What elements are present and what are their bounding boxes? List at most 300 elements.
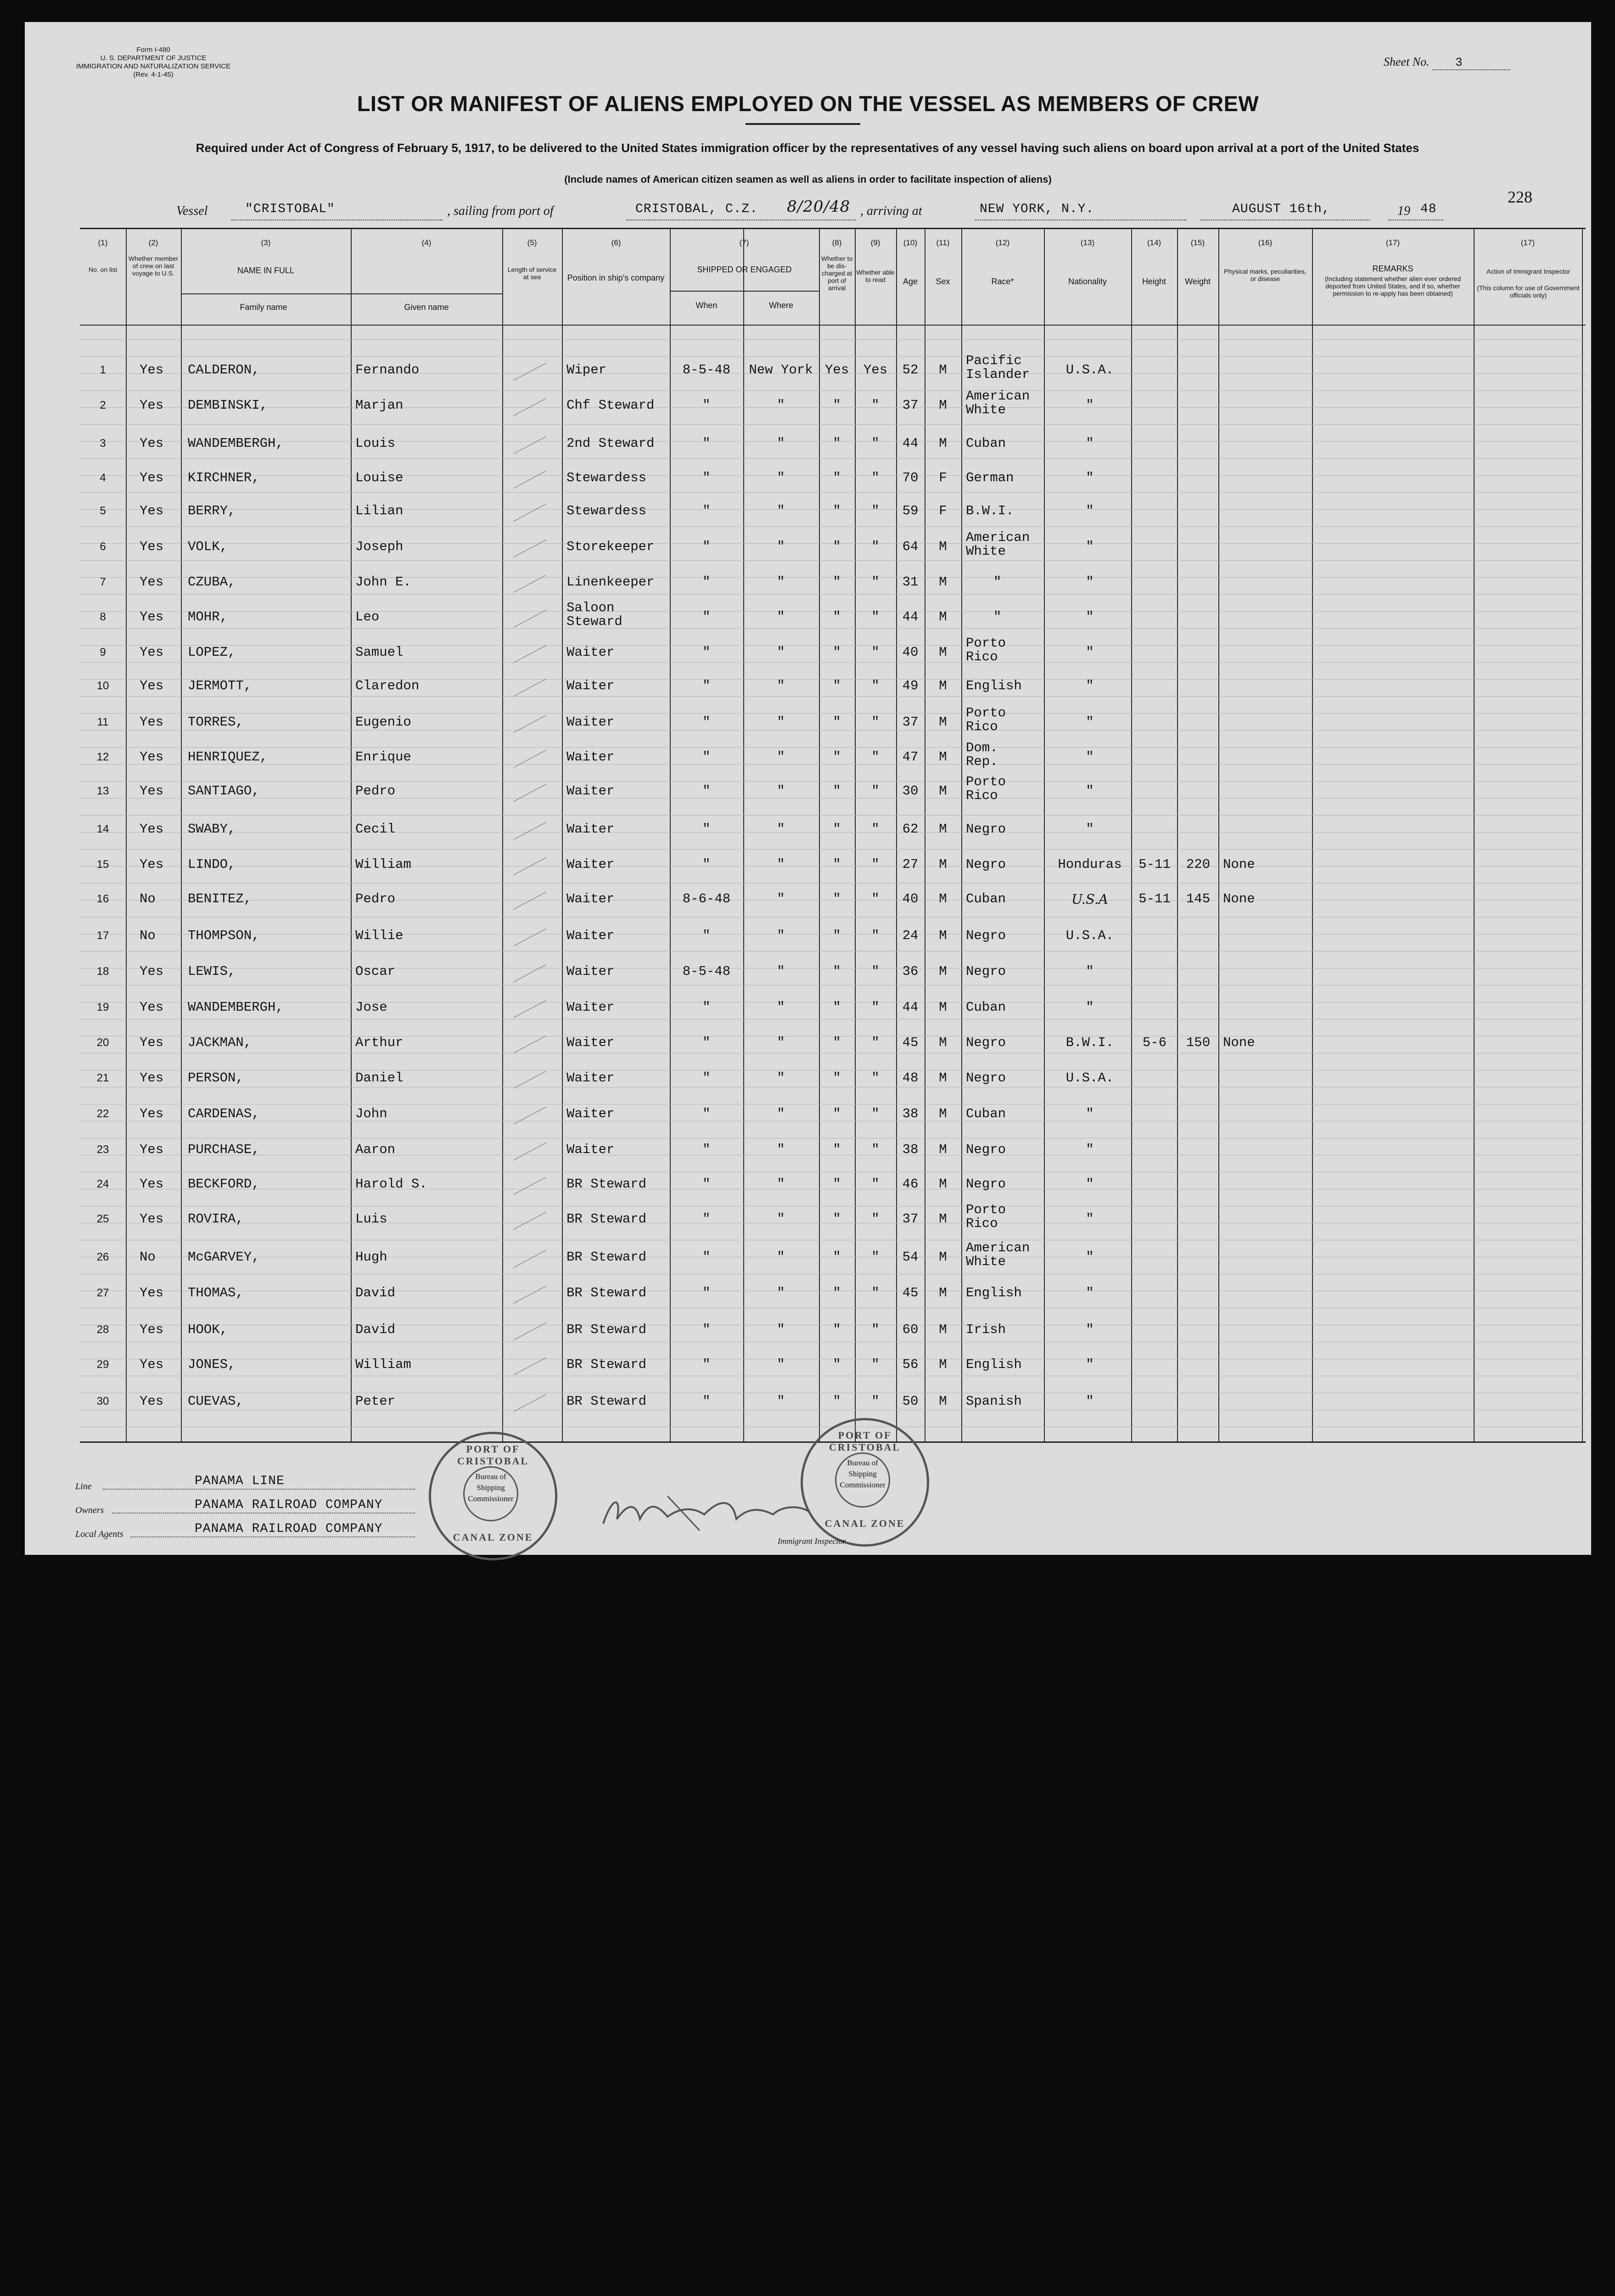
shipped-when-cell: " — [702, 857, 711, 872]
able-to-read-cell: " — [871, 436, 880, 451]
discharged-cell: " — [833, 609, 841, 625]
discharged-cell: " — [833, 1000, 841, 1015]
column-number: (14) — [1147, 238, 1161, 247]
family-name-cell: BECKFORD, — [188, 1176, 260, 1192]
nationality-cell: " — [1086, 1249, 1094, 1265]
sex-cell: M — [939, 436, 947, 451]
nationality-cell: " — [1086, 503, 1094, 518]
shipped-when-cell: 8-5-48 — [682, 362, 731, 377]
family-name-cell: THOMAS, — [188, 1285, 244, 1300]
row-number: 24 — [96, 1178, 109, 1190]
member-of-crew-cell: No — [140, 928, 156, 943]
member-of-crew-cell: Yes — [140, 1322, 164, 1337]
nationality-cell: " — [1086, 645, 1094, 660]
nationality-cell: " — [1086, 964, 1094, 979]
able-to-read-cell: " — [871, 928, 880, 943]
race-cell: Cuban — [966, 891, 1006, 906]
row-number: 3 — [100, 437, 106, 450]
height-cell: 5-11 — [1138, 857, 1171, 872]
family-name-cell: BERRY, — [188, 503, 236, 518]
discharged-cell: " — [833, 503, 841, 518]
header-remarks-detail: (Including statement whether alien ever ordered deported from United States, and if so, whether permission to re-apply has been obtained) — [1324, 275, 1461, 297]
ruled-line — [80, 883, 1586, 884]
column-number: (1) — [98, 238, 108, 247]
length-of-service-mark — [513, 540, 546, 557]
able-to-read-cell: " — [871, 783, 880, 799]
discharged-cell: " — [833, 1070, 841, 1086]
row-number: 13 — [96, 785, 109, 797]
discharged-cell: Yes — [824, 362, 849, 377]
header-nationality: Nationality — [1068, 277, 1107, 286]
position-cell: Waiter — [566, 928, 615, 943]
position-cell: Waiter — [566, 1106, 615, 1121]
sex-cell: M — [939, 574, 947, 590]
shipped-where-cell: " — [777, 749, 785, 765]
header-discharged: Whether to be dis-charged at port of arrival — [821, 255, 853, 292]
family-name-cell: BENITEZ, — [188, 891, 252, 906]
header-divider — [80, 325, 1586, 326]
stamp-zone-text: CANAL ZONE — [453, 1531, 533, 1543]
given-name-cell: Claredon — [355, 678, 420, 693]
length-of-service-mark — [513, 1250, 546, 1267]
position-cell: BR Steward — [566, 1211, 647, 1227]
sex-cell: M — [939, 645, 947, 660]
given-name-cell: William — [355, 1357, 411, 1372]
race-cell: Porto Rico — [966, 774, 1006, 803]
sex-cell: M — [939, 964, 947, 979]
row-number: 6 — [100, 540, 106, 553]
discharged-cell: " — [833, 539, 841, 554]
position-cell: Waiter — [566, 1142, 615, 1157]
given-name-cell: David — [355, 1322, 396, 1337]
column-number: (17) — [1385, 238, 1400, 247]
family-name-cell: LINDO, — [188, 857, 236, 872]
port-to: NEW YORK, N.Y. — [980, 202, 1094, 216]
header-position: Position in ship's company — [567, 273, 665, 282]
weight-cell: 145 — [1186, 891, 1211, 906]
ruled-line — [80, 815, 1586, 816]
nationality-cell: " — [1086, 1394, 1094, 1409]
height-cell: 5-11 — [1138, 891, 1171, 906]
sex-cell: M — [939, 1357, 947, 1372]
given-name-cell: Luis — [355, 1211, 387, 1227]
length-of-service-mark — [513, 1212, 546, 1229]
stamp-center-text: Bureau of Shipping Commissioner — [463, 1466, 518, 1521]
length-of-service-mark — [513, 679, 546, 696]
able-to-read-cell: " — [871, 398, 880, 413]
discharged-cell: " — [833, 928, 841, 943]
vessel-line — [176, 197, 1508, 223]
ruled-line — [80, 560, 1586, 561]
sex-cell: M — [939, 398, 947, 413]
able-to-read-cell: " — [871, 574, 880, 590]
member-of-crew-cell: Yes — [140, 609, 164, 625]
nationality-cell: " — [1086, 1106, 1094, 1121]
form-identifier — [57, 46, 250, 79]
family-name-cell: LOPEZ, — [188, 645, 236, 660]
age-cell: 48 — [902, 1070, 919, 1086]
length-of-service-mark — [513, 1286, 546, 1303]
position-cell: Waiter — [566, 822, 615, 837]
ruled-line — [80, 492, 1586, 493]
shipped-where-cell: " — [777, 783, 785, 799]
member-of-crew-cell: Yes — [140, 1035, 164, 1050]
member-of-crew-cell: Yes — [140, 749, 164, 765]
row-number: 30 — [96, 1395, 109, 1407]
column-number: (13) — [1080, 238, 1095, 247]
discharged-cell: " — [833, 857, 841, 872]
shipped-when-cell: " — [702, 1249, 711, 1265]
shipped-when-cell: " — [702, 436, 711, 451]
position-cell: BR Steward — [566, 1394, 647, 1409]
ruled-line — [80, 713, 1586, 714]
length-of-service-mark — [513, 436, 546, 454]
shipped-where-cell: " — [777, 1070, 785, 1086]
shipped-when-cell: " — [702, 1000, 711, 1015]
given-name-cell: Oscar — [355, 964, 396, 979]
family-name-cell: CZUBA, — [188, 574, 236, 590]
row-number: 28 — [96, 1323, 109, 1336]
nationality-cell: U.S.A. — [1065, 1070, 1114, 1086]
age-cell: 40 — [902, 645, 919, 660]
ruled-line — [80, 356, 1586, 357]
physical-marks-cell: None — [1223, 857, 1255, 872]
race-cell: Negro — [966, 1142, 1006, 1157]
family-name-cell: THOMPSON, — [188, 928, 260, 943]
age-cell: 37 — [902, 715, 919, 730]
shipped-where-cell: " — [777, 436, 785, 451]
nationality-cell: U.S.A — [1071, 891, 1108, 907]
column-number: (15) — [1190, 238, 1205, 247]
race-cell: Dom. Rep. — [966, 740, 998, 769]
race-cell: " — [993, 574, 1002, 590]
row-number: 9 — [100, 646, 106, 658]
member-of-crew-cell: Yes — [140, 362, 164, 377]
age-cell: 31 — [902, 574, 919, 590]
given-name-cell: John — [355, 1106, 387, 1121]
discharged-cell: " — [833, 1322, 841, 1337]
header-able-to-read: Whether able to read — [856, 269, 895, 283]
given-name-cell: Hugh — [355, 1249, 387, 1265]
length-of-service-mark — [513, 575, 546, 592]
header-race: Race* — [991, 277, 1014, 286]
member-of-crew-cell: Yes — [140, 1142, 164, 1157]
member-of-crew-cell: Yes — [140, 964, 164, 979]
age-cell: 44 — [902, 609, 919, 625]
sex-cell: M — [939, 1176, 947, 1192]
shipped-where-cell: " — [777, 398, 785, 413]
row-number: 21 — [96, 1072, 109, 1084]
member-of-crew-cell: Yes — [140, 1357, 164, 1372]
column-number: (3) — [261, 238, 271, 247]
race-cell: Cuban — [966, 1106, 1006, 1121]
length-of-service-mark — [513, 892, 546, 909]
age-cell: 37 — [902, 1211, 919, 1227]
able-to-read-cell: " — [871, 1070, 880, 1086]
stamp-port-text: PORT OF CRISTOBAL — [457, 1443, 529, 1467]
position-cell: Waiter — [566, 678, 615, 693]
date-dotted-line — [1200, 219, 1370, 220]
race-cell: Porto Rico — [966, 705, 1006, 734]
length-of-service-mark — [513, 1071, 546, 1088]
age-cell: 45 — [902, 1035, 919, 1050]
race-cell: American White — [966, 1240, 1030, 1269]
shipped-where-cell: " — [777, 1176, 785, 1192]
position-cell: BR Steward — [566, 1176, 647, 1192]
shipped-where-cell: " — [777, 1322, 785, 1337]
owners-value: PANAMA RAILROAD COMPANY — [195, 1498, 383, 1512]
position-cell: BR Steward — [566, 1249, 647, 1265]
position-cell: Waiter — [566, 783, 615, 799]
row-number: 26 — [96, 1251, 109, 1263]
shipped-when-cell: " — [702, 783, 711, 799]
sex-cell: M — [939, 783, 947, 799]
agents-label: Local Agents — [75, 1529, 123, 1539]
length-of-service-mark — [513, 1035, 546, 1053]
shipped-when-cell: " — [702, 822, 711, 837]
sex-cell: M — [939, 1142, 947, 1157]
nationality-cell: U.S.A. — [1065, 928, 1114, 943]
row-number: 25 — [96, 1213, 109, 1225]
shipped-when-cell: " — [702, 1285, 711, 1300]
given-name-cell: Daniel — [355, 1070, 404, 1086]
given-name-cell: Peter — [355, 1394, 396, 1409]
port-from: CRISTOBAL, C.Z. — [635, 202, 758, 216]
column-number: (17) — [1520, 238, 1535, 247]
row-number: 27 — [96, 1287, 109, 1299]
race-cell: Negro — [966, 857, 1006, 872]
given-name-cell: Fernando — [355, 362, 420, 377]
column-divider — [961, 229, 962, 1441]
shipped-when-cell: " — [702, 1070, 711, 1086]
shipped-where-cell: New York — [749, 362, 813, 377]
nationality-cell: " — [1086, 436, 1094, 451]
shipped-when-cell: " — [702, 1211, 711, 1227]
position-cell: Linenkeeper — [566, 574, 655, 590]
discharged-cell: " — [833, 1106, 841, 1121]
age-cell: 52 — [902, 362, 919, 377]
family-name-cell: LEWIS, — [188, 964, 236, 979]
header-action-of-inspector: Action of Immigrant Inspector — [1486, 268, 1570, 275]
member-of-crew-cell: Yes — [140, 1070, 164, 1086]
shipped-where-cell: " — [777, 574, 785, 590]
row-number: 18 — [96, 965, 109, 978]
able-to-read-cell: " — [871, 1106, 880, 1121]
row-number: 29 — [96, 1358, 109, 1371]
shipped-when-cell: " — [702, 1322, 711, 1337]
family-name-cell: SWABY, — [188, 822, 236, 837]
sheet-number-value: 3 — [1432, 56, 1510, 70]
form-number: Form I-480 — [136, 46, 170, 54]
shipped-when-cell: 8-5-48 — [682, 964, 731, 979]
nationality-cell: " — [1086, 678, 1094, 693]
member-of-crew-cell: Yes — [140, 503, 164, 518]
nationality-cell: " — [1086, 1176, 1094, 1192]
row-number: 4 — [100, 472, 106, 484]
given-name-cell: Leo — [355, 609, 380, 625]
given-name-cell: Pedro — [355, 783, 396, 799]
family-name-cell: DEMBINSKI, — [188, 398, 268, 413]
discharged-cell: " — [833, 783, 841, 799]
column-divider — [181, 229, 182, 1441]
header-where: Where — [768, 301, 793, 310]
row-number: 7 — [100, 576, 106, 588]
position-cell: Wiper — [566, 362, 607, 377]
discharged-cell: " — [833, 1035, 841, 1050]
shipped-when-cell: " — [702, 539, 711, 554]
sex-cell: M — [939, 1000, 947, 1015]
age-cell: 27 — [902, 857, 919, 872]
column-number: (8) — [832, 238, 842, 247]
position-cell: Waiter — [566, 645, 615, 660]
header-height: Height — [1142, 277, 1166, 286]
nationality-cell: U.S.A. — [1065, 362, 1114, 377]
port-from-dotted-line — [626, 219, 856, 220]
length-of-service-mark — [513, 964, 546, 982]
family-name-cell: HENRIQUEZ, — [188, 749, 268, 765]
manifest-sheet — [25, 22, 1591, 1555]
family-name-cell: WANDEMBERGH, — [188, 1000, 284, 1015]
shipped-when-cell: " — [702, 1176, 711, 1192]
family-name-cell: HOOK, — [188, 1322, 228, 1337]
able-to-read-cell: " — [871, 503, 880, 518]
shipped-when-cell: " — [702, 1357, 711, 1372]
member-of-crew-cell: Yes — [140, 1106, 164, 1121]
age-cell: 38 — [902, 1106, 919, 1121]
member-of-crew-cell: Yes — [140, 1394, 164, 1409]
member-of-crew-cell: Yes — [140, 436, 164, 451]
given-name-cell: Aaron — [355, 1142, 396, 1157]
race-cell: Pacific Islander — [966, 353, 1030, 382]
able-to-read-cell: " — [871, 470, 880, 485]
row-number: 17 — [96, 929, 109, 942]
owners-label: Owners — [75, 1505, 104, 1515]
able-to-read-cell: " — [871, 1285, 880, 1300]
length-of-service-mark — [513, 363, 546, 380]
shipped-where-cell: " — [777, 539, 785, 554]
race-cell: Cuban — [966, 1000, 1006, 1015]
shipped-where-cell: " — [777, 1357, 785, 1372]
column-divider — [1177, 229, 1178, 1441]
column-number: (12) — [995, 238, 1010, 247]
ruled-line — [80, 696, 1586, 697]
family-name-cell: CALDERON, — [188, 362, 260, 377]
sex-cell: M — [939, 1394, 947, 1409]
shipped-where-cell: " — [777, 503, 785, 518]
port-to-dotted-line — [975, 219, 1186, 220]
able-to-read-cell: " — [871, 964, 880, 979]
sex-cell: M — [939, 1070, 947, 1086]
column-number: (5) — [527, 238, 537, 247]
family-name-cell: CUEVAS, — [188, 1394, 244, 1409]
discharged-cell: " — [833, 1176, 841, 1192]
header-physical-marks: Physical marks, peculiarities, or disease — [1224, 268, 1307, 282]
position-cell: 2nd Steward — [566, 436, 655, 451]
ruled-line — [80, 730, 1586, 731]
nationality-cell: " — [1086, 715, 1094, 730]
shipped-where-cell: " — [777, 609, 785, 625]
sex-cell: M — [939, 715, 947, 730]
race-cell: Negro — [966, 928, 1006, 943]
column-number: (16) — [1258, 238, 1273, 247]
department-name: U. S. DEPARTMENT OF JUSTICE — [100, 54, 207, 62]
agents-value: PANAMA RAILROAD COMPANY — [195, 1522, 383, 1536]
discharged-cell: " — [833, 749, 841, 765]
position-cell: Waiter — [566, 1035, 615, 1050]
able-to-read-cell: " — [871, 1322, 880, 1337]
shipped-subheader-divider — [670, 291, 819, 292]
row-number: 8 — [100, 611, 106, 623]
length-of-service-mark — [513, 1394, 546, 1412]
family-name-cell: JACKMAN, — [188, 1035, 252, 1050]
position-cell: Waiter — [566, 715, 615, 730]
given-name-cell: Jose — [355, 1000, 387, 1015]
discharged-cell: " — [833, 1394, 841, 1409]
stamp-center-text: Bureau of Shipping Commissioner — [835, 1452, 890, 1508]
title-underline — [746, 123, 860, 125]
given-name-cell: Marjan — [355, 398, 404, 413]
length-of-service-mark — [513, 471, 546, 488]
family-name-cell: VOLK, — [188, 539, 228, 554]
family-name-cell: SANTIAGO, — [188, 783, 260, 799]
able-to-read-cell: " — [871, 1142, 880, 1157]
position-cell: BR Steward — [566, 1285, 647, 1300]
age-cell: 40 — [902, 891, 919, 906]
row-number: 2 — [100, 399, 106, 411]
column-divider — [126, 229, 127, 1441]
given-name-cell: Louis — [355, 436, 396, 451]
sex-cell: M — [939, 1211, 947, 1227]
shipped-where-cell: " — [777, 928, 785, 943]
column-divider — [351, 229, 352, 1441]
shipped-when-cell: " — [702, 470, 711, 485]
discharged-cell: " — [833, 574, 841, 590]
row-number: 12 — [96, 751, 109, 763]
shipped-when-cell: " — [702, 398, 711, 413]
position-cell: Storekeeper — [566, 539, 655, 554]
weight-cell: 150 — [1186, 1035, 1211, 1050]
given-name-cell: Louise — [355, 470, 404, 485]
nationality-cell: " — [1086, 1357, 1094, 1372]
sex-cell: M — [939, 539, 947, 554]
discharged-cell: " — [833, 891, 841, 906]
sex-cell: M — [939, 891, 947, 906]
nationality-cell: " — [1086, 1211, 1094, 1227]
shipped-where-cell: " — [777, 470, 785, 485]
length-of-service-mark — [513, 1000, 546, 1018]
stamp-port-text: PORT OF CRISTOBAL — [829, 1429, 901, 1453]
able-to-read-cell: " — [871, 891, 880, 906]
row-number: 19 — [96, 1001, 109, 1013]
arriving-label: , arriving at — [860, 204, 922, 218]
discharged-cell: " — [833, 822, 841, 837]
nationality-cell: " — [1086, 398, 1094, 413]
header-action-detail: (This column for use of Government officials only) — [1477, 284, 1580, 299]
year-dotted-line — [1388, 219, 1443, 220]
able-to-read-cell: " — [871, 1211, 880, 1227]
ruled-line — [80, 628, 1586, 629]
nationality-cell: " — [1086, 574, 1094, 590]
given-name-cell: Willie — [355, 928, 404, 943]
discharged-cell: " — [833, 436, 841, 451]
able-to-read-cell: " — [871, 822, 880, 837]
length-of-service-mark — [513, 784, 546, 801]
shipped-when-cell: " — [702, 678, 711, 693]
given-name-cell: Lilian — [355, 503, 404, 518]
position-cell: Waiter — [566, 749, 615, 765]
header-name-in-full: NAME IN FULL — [237, 266, 295, 275]
position-cell: Saloon Steward — [566, 600, 622, 629]
